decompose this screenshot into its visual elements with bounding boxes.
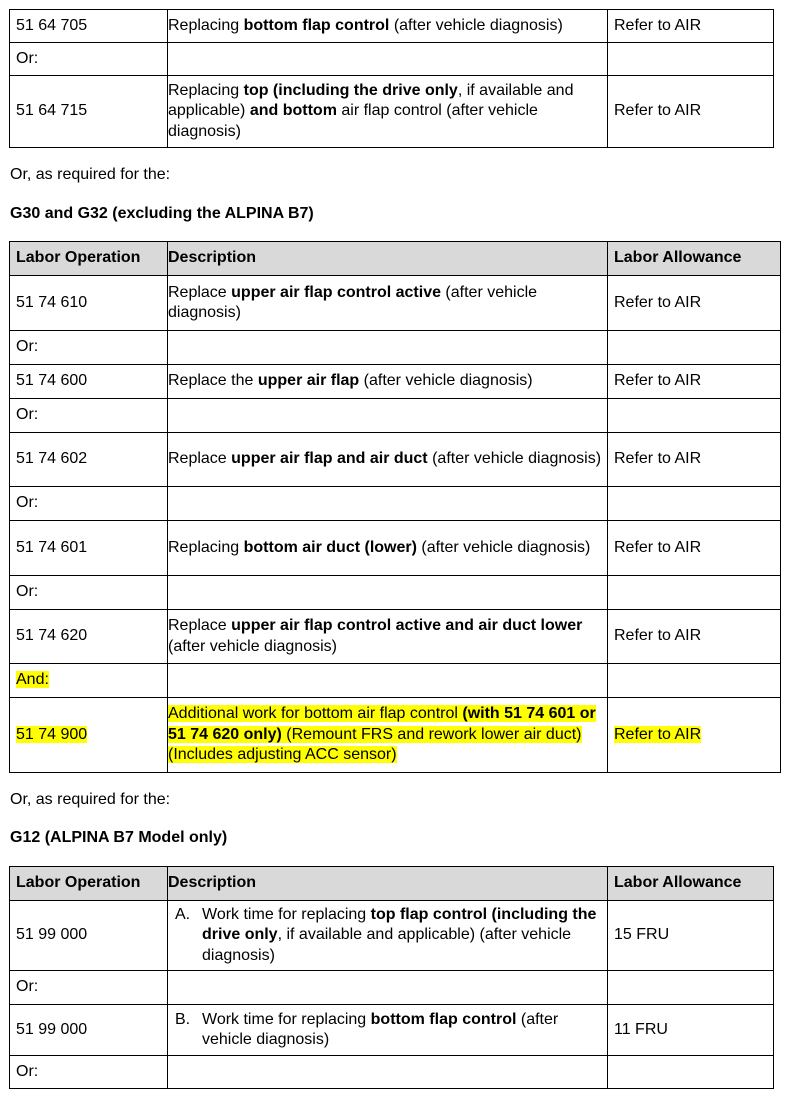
table-row xyxy=(10,664,781,698)
labor-operation-cell xyxy=(10,76,168,148)
labor-operation-value: 51 74 600 xyxy=(16,372,88,390)
description-text: Replace xyxy=(168,450,232,468)
list-item-text xyxy=(202,1010,603,1051)
table-header-row xyxy=(10,867,774,901)
table-row xyxy=(10,1005,774,1056)
header-description: Description xyxy=(168,867,608,901)
labor-operation-value: Or: xyxy=(16,583,39,601)
labor-operation-cell xyxy=(10,1005,168,1056)
table-row xyxy=(10,576,781,610)
labor-allowance-cell xyxy=(608,610,781,664)
labor-allowance-value: Refer to AIR xyxy=(614,293,702,311)
labor-operation-value: And: xyxy=(16,671,49,689)
description-bold-text: and bottom xyxy=(249,102,337,120)
labor-operation-cell xyxy=(10,610,168,664)
description-text: Replace the xyxy=(168,372,258,390)
labor-operation-value: 51 74 601 xyxy=(16,538,88,556)
labor-operation-cell xyxy=(10,276,168,331)
labor-operation-cell xyxy=(10,698,168,773)
description-cell xyxy=(168,331,608,365)
list-item-text xyxy=(202,905,603,966)
labor-allowance-value: Refer to AIR xyxy=(614,538,702,556)
labor-allowance-cell xyxy=(608,365,781,399)
labor-table-1 xyxy=(9,9,774,148)
labor-allowance-value: 15 FRU xyxy=(614,926,670,944)
labor-operation-value: 51 99 000 xyxy=(16,1020,88,1038)
table-row xyxy=(10,487,781,521)
labor-allowance-value: Refer to AIR xyxy=(614,627,702,645)
section-heading-g30-g32: G30 and G32 (excluding the ALPINA B7) xyxy=(10,205,314,222)
description-cell xyxy=(168,365,608,399)
description-bold-text: top flap control (including the drive only xyxy=(202,905,597,944)
description-cell xyxy=(168,10,608,43)
description-cell xyxy=(168,610,608,664)
labor-allowance-value: Refer to AIR xyxy=(614,450,702,468)
description-text: Replacing xyxy=(168,538,244,556)
table-header-row xyxy=(10,242,781,276)
table-row xyxy=(10,433,781,487)
table-row xyxy=(10,43,774,76)
labor-operation-value: Or: xyxy=(16,49,39,67)
description-cell xyxy=(168,76,608,148)
labor-allowance-cell xyxy=(608,521,781,576)
description-bold-text: top (including the drive only xyxy=(243,81,458,99)
description-text: (after vehicle diagnosis) xyxy=(427,450,602,468)
description-text: (after vehicle diagnosis) xyxy=(359,372,533,390)
table-row xyxy=(10,698,781,773)
labor-operation-value: Or: xyxy=(16,338,39,356)
labor-operation-value: Or: xyxy=(16,1062,39,1080)
description-bold-text: upper air flap xyxy=(257,372,360,390)
labor-allowance-cell xyxy=(608,698,781,773)
description-text: air flap control (after vehicle diagnosis) xyxy=(168,102,538,140)
labor-operation-cell xyxy=(10,365,168,399)
table-row xyxy=(10,521,781,576)
labor-operation-value: Or: xyxy=(16,978,39,996)
labor-allowance-cell xyxy=(608,1056,774,1089)
description-bold-text: bottom flap control xyxy=(370,1010,517,1028)
labor-allowance-cell xyxy=(608,276,781,331)
labor-allowance-cell xyxy=(608,43,774,76)
description-text: (after vehicle diagnosis) xyxy=(416,538,591,556)
description-cell xyxy=(168,521,608,576)
description-cell xyxy=(168,901,608,971)
description-cell xyxy=(168,576,608,610)
description-cell xyxy=(168,664,608,698)
table-row xyxy=(10,399,781,433)
labor-allowance-cell xyxy=(608,399,781,433)
description-text: Work time for replacing xyxy=(202,1010,371,1028)
description-bold-text: (with 51 74 601 or 51 74 620 only) xyxy=(168,705,596,743)
labor-operation-cell xyxy=(10,664,168,698)
labor-operation-cell xyxy=(10,521,168,576)
description-cell xyxy=(168,1005,608,1056)
table-row xyxy=(10,76,774,148)
labor-operation-cell xyxy=(10,971,168,1005)
labor-table-3 xyxy=(9,866,774,1089)
list-item xyxy=(168,905,603,966)
labor-allowance-cell xyxy=(608,664,781,698)
table-row xyxy=(10,365,781,399)
or-as-required-text-2: Or, as required for the: xyxy=(10,791,171,808)
labor-allowance-cell xyxy=(608,433,781,487)
description-cell xyxy=(168,399,608,433)
table-row xyxy=(10,1056,774,1089)
labor-operation-cell xyxy=(10,10,168,43)
description-bold-text: bottom flap control xyxy=(243,16,390,34)
labor-table-2 xyxy=(9,241,781,773)
labor-allowance-cell xyxy=(608,971,774,1005)
table-row xyxy=(10,276,781,331)
description-text: Work time for replacing xyxy=(202,905,371,923)
labor-allowance-cell xyxy=(608,10,774,43)
table-row xyxy=(10,971,774,1005)
description-text: , if available and applicable) (after vehicle diagnosis) xyxy=(202,926,572,964)
list-item xyxy=(168,1010,603,1051)
table-row xyxy=(10,10,774,43)
header-labor-allowance: Labor Allowance xyxy=(608,867,774,901)
labor-allowance-value: 11 FRU xyxy=(614,1020,668,1038)
labor-operation-cell xyxy=(10,1056,168,1089)
labor-allowance-cell xyxy=(608,576,781,610)
description-cell xyxy=(168,698,608,773)
description-text: (Remount FRS and rework lower air duct) (Includes adjusting ACC sensor) xyxy=(168,725,582,764)
labor-operation-value: Or: xyxy=(16,494,39,512)
labor-operation-cell xyxy=(10,43,168,76)
description-text: (after vehicle diagnosis) xyxy=(389,16,563,34)
description-cell xyxy=(168,487,608,521)
labor-allowance-cell xyxy=(608,487,781,521)
description-cell xyxy=(168,43,608,76)
description-bold-text: bottom air duct (lower) xyxy=(243,538,417,556)
labor-allowance-cell xyxy=(608,331,781,365)
labor-allowance-cell xyxy=(608,1005,774,1056)
list-marker: B. xyxy=(175,1010,191,1028)
description-bold-text: upper air flap control active xyxy=(231,283,441,301)
labor-operation-value: Or: xyxy=(16,406,39,424)
or-as-required-text-1: Or, as required for the: xyxy=(10,166,171,183)
description-cell xyxy=(168,1056,608,1089)
table-row xyxy=(10,610,781,664)
labor-allowance-value: Refer to AIR xyxy=(614,16,702,34)
labor-operation-value: 51 74 620 xyxy=(16,627,88,645)
labor-operation-value: 51 99 000 xyxy=(16,926,88,944)
labor-operation-value: 51 64 715 xyxy=(16,102,88,120)
description-text: Replace xyxy=(168,283,232,301)
labor-operation-value: 51 74 602 xyxy=(16,450,88,468)
labor-operation-cell xyxy=(10,901,168,971)
labor-operation-cell xyxy=(10,576,168,610)
description-text: Replace xyxy=(168,617,232,635)
description-cell xyxy=(168,276,608,331)
section-heading-g12: G12 (ALPINA B7 Model only) xyxy=(10,829,228,846)
description-text: Replacing xyxy=(168,81,244,99)
labor-allowance-value: Refer to AIR xyxy=(614,725,702,743)
labor-allowance-cell xyxy=(608,901,774,971)
header-labor-operation: Labor Operation xyxy=(10,242,168,276)
description-bold-text: upper air flap control active and air duct lower xyxy=(231,617,583,635)
labor-operation-value: 51 74 900 xyxy=(16,725,88,743)
labor-operation-value: 51 74 610 xyxy=(16,293,88,311)
description-text: Additional work for bottom air flap control xyxy=(168,705,463,723)
header-description: Description xyxy=(168,242,608,276)
description-text: (after vehicle diagnosis) xyxy=(168,637,337,655)
labor-operation-cell xyxy=(10,399,168,433)
labor-operation-cell xyxy=(10,331,168,365)
labor-operation-cell xyxy=(10,487,168,521)
description-text: Replacing xyxy=(168,16,244,34)
labor-operation-value: 51 64 705 xyxy=(16,16,88,34)
labor-allowance-cell xyxy=(608,76,774,148)
description-cell xyxy=(168,971,608,1005)
table-row xyxy=(10,901,774,971)
labor-allowance-value: Refer to AIR xyxy=(614,102,702,120)
description-text: (after vehicle diagnosis) xyxy=(168,283,538,321)
description-text: , if available and applicable) xyxy=(168,81,574,120)
header-labor-allowance: Labor Allowance xyxy=(608,242,781,276)
description-text: (after vehicle diagnosis) xyxy=(202,1010,559,1048)
list-marker: A. xyxy=(175,905,191,923)
labor-operation-cell xyxy=(10,433,168,487)
description-bold-text: upper air flap and air duct xyxy=(231,450,428,468)
header-labor-operation: Labor Operation xyxy=(10,867,168,901)
labor-allowance-value: Refer to AIR xyxy=(614,372,702,390)
table-row xyxy=(10,331,781,365)
description-cell xyxy=(168,433,608,487)
